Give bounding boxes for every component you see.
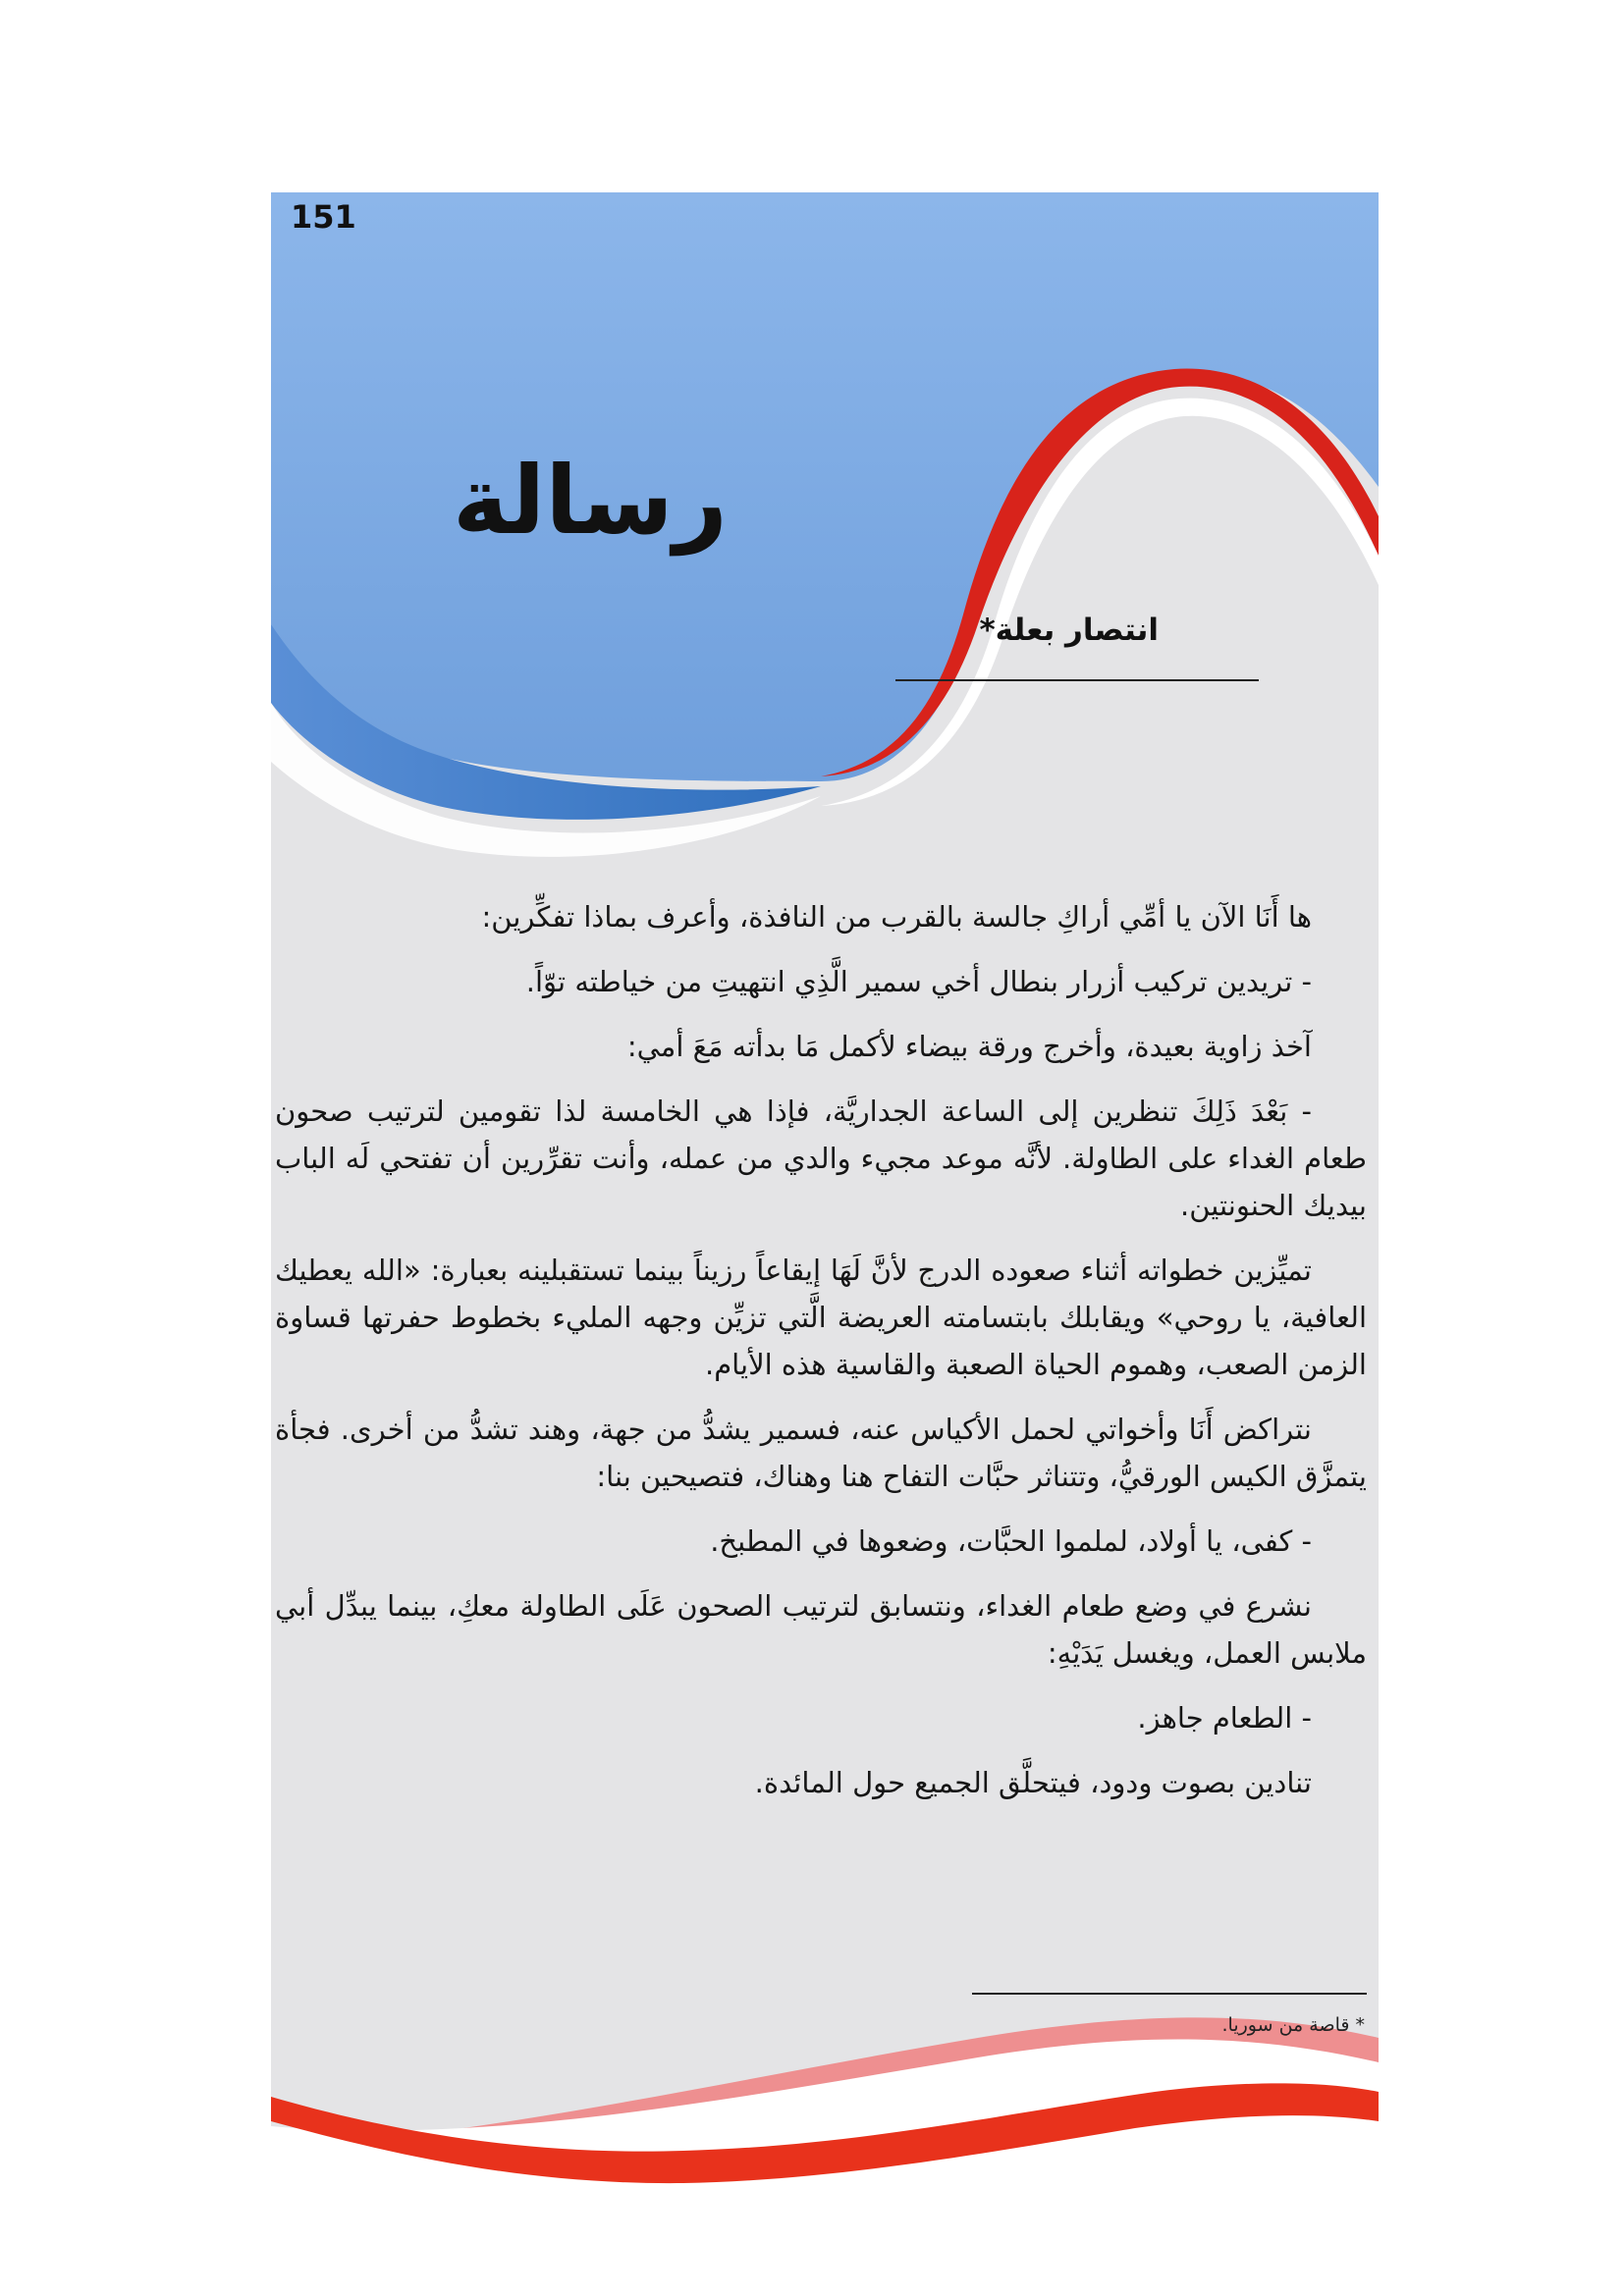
- paragraph: آخذ زاوية بعيدة، وأخرج ورقة بيضاء لأكمل مَا بدأته مَعَ أمي:: [626, 1030, 1312, 1063]
- footnote: * قاصة من سوريا.: [1221, 2014, 1365, 2036]
- page-number: 151: [291, 198, 356, 236]
- paragraph: تنادين بصوت ودود، فيتحلَّق الجميع حول المائدة.: [754, 1766, 1312, 1799]
- paragraph: - تريدين تركيب أزرار بنطال أخي سمير الَّذِي انتهيتِ من خياطته توّاً.: [525, 965, 1312, 998]
- paragraph: نشرع في وضع طعام الغداء، ونتسابق لترتيب الصحون عَلَى الطاولة معكِ، بينما يبدِّل أبي ملابس العمل، ويغسل يَدَيْهِ:: [275, 1589, 1367, 1670]
- author-name: انتصار بعلة*: [979, 613, 1159, 648]
- paragraph: تميِّزين خطواته أثناء صعوده الدرج لأنَّ لَهَا إيقاعاً رزيناً بينما تستقبلينه بعبارة: «الله يعطيك العافية، يا روحي» ويقابلك بابتسامته العريضة الَّتي تزيِّن وجهه المليء بخطوط حفرتها قساوة الزمن الصعب، وهموم الحياة الصعبة والقاسية هذه الأيام.: [275, 1254, 1367, 1381]
- footnote-separator: [972, 1993, 1367, 1995]
- paragraph: نتراكض أَنَا وأخواتي لحمل الأكياس عنه، فسمير يشدُّ من جهة، وهند تشدُّ من أخرى. فجأة يتمزَّق الكيس الورقيُّ، وتتناثر حبَّات التفاح هنا وهناك، فتصيحين بنا:: [275, 1413, 1367, 1493]
- paragraph: - الطعام جاهز.: [1137, 1701, 1312, 1735]
- paragraph: ها أَنَا الآن يا أمِّي أراكِ جالسة بالقرب من النافذة، وأعرف بماذا تفكِّرين:: [481, 900, 1312, 934]
- story-body: [275, 893, 1367, 1824]
- paragraph: - بَعْدَ ذَلِكَ تنظرين إلى الساعة الجداريَّة، فإذا هي الخامسة لذا تقومين لترتيب صحون طعام الغداء على الطاولة. لأنَّه موعد مجيء والدي من عمله، وأنت تقرِّرين أن تفتحي لَه الباب بيديك الحنونتين.: [275, 1095, 1367, 1222]
- page-card: [271, 192, 1379, 2209]
- paragraph: - كفى، يا أولاد، لملموا الحبَّات، وضعوها في المطبخ.: [710, 1524, 1312, 1558]
- author-underline: [895, 679, 1259, 681]
- section-title: رسالة: [453, 446, 728, 556]
